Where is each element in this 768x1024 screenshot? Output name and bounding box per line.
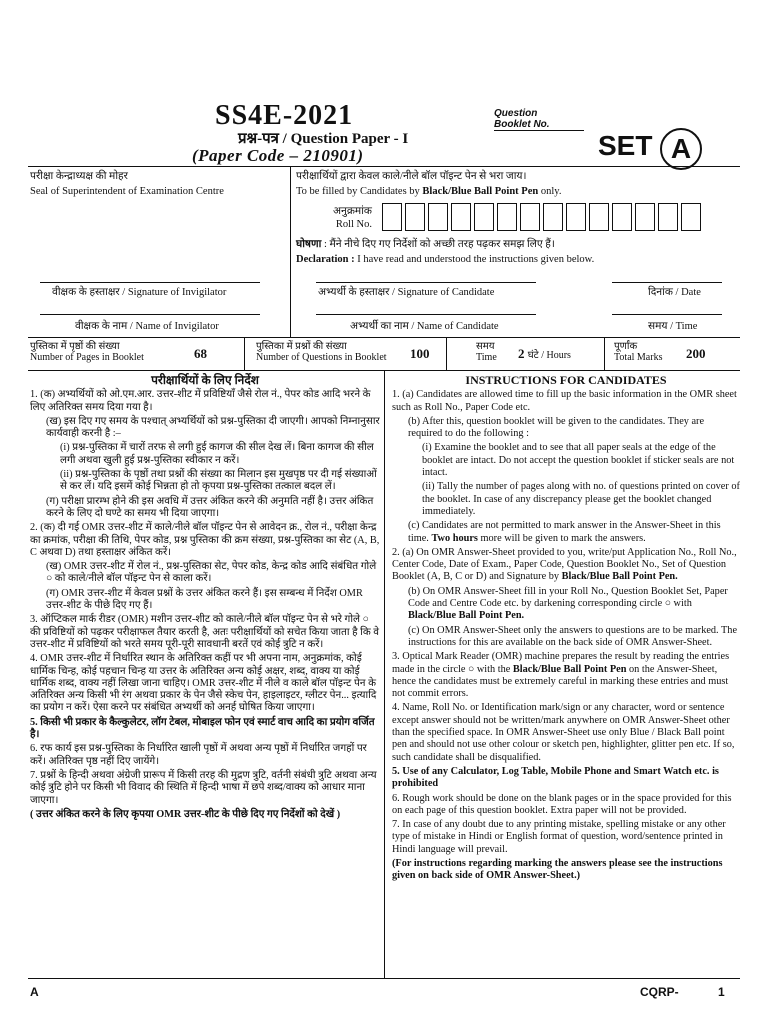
paper-code-title: SS4E-2021 bbox=[215, 100, 354, 131]
hindi-instructions-title: परीक्षार्थियों के लिए निर्देश bbox=[151, 373, 259, 387]
hindi-item: 3. ऑप्टिकल मार्क रीडर (OMR) मशीन उत्तर-शीट को काले/नीले बॉल पॉइन्ट पेन से भरे गोले ○ की प्रविष्टियों को पढ़कर परीक्षाफल तैयार करती है, अतः परीक्षार्थियों को सचेत किया जाता है कि वे उत्तर-शीट में प्रविष्टियों को भरते समय पूरी-पूरी सावधानी बरतें एवं कोई त्रुटि न करें। bbox=[30, 614, 380, 650]
time-info-label: समय Time bbox=[476, 341, 497, 363]
roll-box[interactable] bbox=[405, 203, 425, 231]
english-item: 7. In case of any doubt due to any printing mistake, spelling mistake or any other type of mistake in Hindi or English format of question, word/sentence printed in Hindi language will prevail. bbox=[392, 819, 726, 855]
questions-label: पुस्तिका में प्रश्नों की संख्या Number of Questions in Booklet bbox=[256, 341, 387, 363]
questions-value: 100 bbox=[410, 346, 430, 361]
qbn-line2: Booklet No. bbox=[494, 119, 550, 130]
name-line-candidate bbox=[316, 314, 536, 315]
invigilator-signature-label: वीक्षक के हस्ताक्षर / Signature of Invigilator bbox=[52, 287, 227, 298]
pages-value: 68 bbox=[194, 346, 207, 361]
divider-bottom bbox=[28, 978, 740, 979]
time-value: 2 घंटे / Hours bbox=[518, 346, 571, 361]
declaration-hindi: घोषणा : मैंने नीचे दिए गए निर्देशों को अच्छी तरह पढ़कर समझ लिए हैं। bbox=[296, 239, 555, 250]
qbn-line1: Question bbox=[494, 108, 538, 119]
seal-english: Seal of Superintendent of Examination Centre bbox=[30, 186, 224, 197]
roll-box[interactable] bbox=[474, 203, 494, 231]
candidate-signature-label: अभ्यर्थी के हस्ताक्षर / Signature of Candidate bbox=[318, 287, 495, 298]
hindi-item: 7. प्रश्नों के हिन्दी अथवा अंग्रेजी प्रारूप में किसी तरह की मुद्रण त्रुटि, वर्तनी संबंधी त्रुटि अथवा अन्य कोई त्रुटि होने पर किसी भी विवाद की स्थिति में हिन्दी भाषा में छपे शब्द/वाक्य को आधार माना जाएगा। bbox=[30, 769, 377, 806]
english-item: 3. Optical Mark Reader (OMR) machine prepares the result by reading the entries made in the circle ○ with the Black/Blue Ball Point Pen on the Answer-Sheet, hence the candidates must be extremely careful in marking these entries and must not commit errors. bbox=[392, 651, 730, 700]
sig-line-date bbox=[612, 282, 722, 283]
roll-box[interactable] bbox=[612, 203, 632, 231]
roll-box[interactable] bbox=[566, 203, 586, 231]
sig-line-candidate bbox=[316, 282, 536, 283]
roll-number-boxes[interactable] bbox=[382, 203, 704, 231]
english-item: 6. Rough work should be done on the blank pages or in the space provided for this on each page of this question booklet. Extra paper will not be provided. bbox=[392, 792, 732, 816]
fill-english: To be filled by Candidates by Black/Blue Ball Point Pen only. bbox=[296, 186, 562, 197]
hindi-item: 4. OMR उत्तर-शीट में निर्धारित स्थान के अतिरिक्त कहीं पर भी अपना नाम, अनुक्रमांक, कोई धार्मिक चिन्ह, कोई पहचान चिन्ह या उत्तर के अतिरिक्त अन्य कोई अक्षर, शब्द, वाक्य या कोई धार्मिक शब्द, वाक्य नहीं लिखा जाना चाहिए। OMR उत्तर-शीट में नीले व काले बॉल पॉइन्ट पेन के अतिरिक्त अन्य किसी भी रंग अथवा प्रकार के पेन जैसे स्केच पेन, हाइलाइटर, ग्लीटर पेन... इत्यादि का प्रयोग न करें। ऐसा करने पर संबंधित अभ्यर्थी को अनर्ह घोषित किया जाएगा। bbox=[30, 653, 377, 714]
roll-box[interactable] bbox=[658, 203, 678, 231]
hindi-item: (ii) प्रश्न-पुस्तिका के पृष्ठों तथा प्रश्नों की संख्या का मिलान इस मुखपृष्ठ पर दी गई संख्याओं से कर लें। यदि इसमें कोई भिन्नता हो तो कृपया प्रश्न-पुस्तिका तत्काल बदल लें। bbox=[60, 469, 377, 493]
pages-label: पुस्तिका में पृष्ठों की संख्या Number of Pages in Booklet bbox=[30, 341, 144, 363]
column-divider bbox=[384, 370, 385, 978]
name-line-invigilator bbox=[40, 314, 260, 315]
hindi-item: (i) प्रश्न-पुस्तिका में चारों तरफ से लगी हुई कागज की सील देख लें। बिना कागज की सील लगी अथवा खुली हुई प्रश्न-पुस्तिका स्वीकार न करें। bbox=[60, 442, 374, 466]
english-instructions bbox=[392, 374, 740, 885]
english-item: 4. Name, Roll No. or Identification mark/sign or any character, word or sentence except answer should not be written/mark anywhere on OMR Answer-Sheet other than the specified space. In OMR Answer-Sheet use only Blue / Black Ball point pen and should not use other colour or sketch pen, highlighter, glitter pen etc. If so, such candidate shall be disqualified. bbox=[392, 702, 735, 763]
hindi-item: 6. रफ कार्य इस प्रश्न-पुस्तिका के निर्धारित खाली पृष्ठों में अथवा अन्य पृष्ठों में निर्धारित जगहों पर करें। अतिरिक्त पृष्ठ नहीं दिए जायेंगे। bbox=[30, 743, 367, 767]
hindi-item: 5. किसी भी प्रकार के कैल्कुलेटर, लॉग टेबल, मोबाइल फोन एवं स्मार्ट वाच आदि का प्रयोग वर्जित है। bbox=[30, 716, 375, 741]
roll-box[interactable] bbox=[681, 203, 701, 231]
english-item: (c) On OMR Answer-Sheet only the answers to questions are to be marked. The instructions for this are available on the back side of OMR Answer-Sheet. bbox=[408, 624, 738, 648]
roll-label: अनुक्रमांक Roll No. bbox=[333, 206, 372, 230]
english-item: (b) After this, question booklet will be given to the candidates. They are required to do the following : bbox=[408, 415, 705, 440]
hindi-note: ( उत्तर अंकित करने के लिए कृपया OMR उत्तर-शीट के पीछे दिए गए निर्देशों को देखें ) bbox=[30, 808, 341, 820]
sig-line-invigilator bbox=[40, 282, 260, 283]
english-item: 1. (a) Candidates are allowed time to fill up the basic information in the OMR sheet such as Roll No., Paper Code etc. bbox=[392, 389, 737, 413]
marks-label: पूर्णांक Total Marks bbox=[614, 341, 663, 363]
question-paper-label: प्रश्न-पत्र / Question Paper - I bbox=[238, 131, 409, 147]
english-item: (c) Candidates are not permitted to mark answer in the Answer-Sheet in this time. Two hours more will be given to mark the answers. bbox=[408, 520, 721, 544]
marks-value: 200 bbox=[686, 346, 706, 361]
time-line bbox=[612, 314, 722, 315]
roll-box[interactable] bbox=[428, 203, 448, 231]
english-item: (ii) Tally the number of pages along with no. of questions printed on cover of the booklet. In case of any discrepancy please get the booklet changed immediately. bbox=[422, 481, 740, 517]
declaration-english: Declaration : I have read and understood the instructions given below. bbox=[296, 254, 595, 265]
hindi-item: (ख) इस दिए गए समय के पश्चात् अभ्यर्थियों को प्रश्न-पुस्तिका दी जाएगी। आपको निम्नानुसार कार्यवाही करनी है :– bbox=[46, 415, 380, 440]
question-booklet-no-label bbox=[494, 108, 550, 130]
english-note: (For instructions regarding marking the answers please see the instructions given on back side of OMR Answer-Sheet.) bbox=[392, 857, 723, 882]
candidate-name-label: अभ्यर्थी का नाम / Name of Candidate bbox=[350, 321, 499, 332]
footer-page: 1 bbox=[718, 985, 725, 999]
time-label: समय / Time bbox=[648, 321, 698, 332]
english-item: (i) Examine the booklet and to see that all paper seals at the edge of the booklet are intact. Do not accept the question booklet if sticker seals are not intact. bbox=[422, 442, 735, 479]
english-item: 2. (a) On OMR Answer-Sheet provided to you, write/put Application No., Roll No., Center Code, Date of Exam., Paper Code, Question Booklet No., Set of Question Booklet (A, B, C or D) and Signature by Black/Blue Ball Point Pen. bbox=[392, 546, 737, 583]
english-item: 5. Use of any Calculator, Log Table, Mobile Phone and Smart Watch etc. is prohibited bbox=[392, 765, 719, 790]
divider-top bbox=[28, 166, 740, 167]
date-label: दिनांक / Date bbox=[648, 287, 701, 298]
footer-code: CQRP- bbox=[640, 985, 679, 999]
roll-box[interactable] bbox=[635, 203, 655, 231]
qbn-underline bbox=[494, 130, 584, 131]
roll-box[interactable] bbox=[451, 203, 471, 231]
english-item: (b) On OMR Answer-Sheet fill in your Roll No., Question Booklet Set, Paper Code and Centre Code etc. by darkening corresponding circle ○ with Black/Blue Ball Point Pen. bbox=[408, 585, 728, 622]
set-value: A bbox=[660, 128, 702, 170]
roll-box[interactable] bbox=[520, 203, 540, 231]
hindi-item: 2. (क) दी गई OMR उत्तर-शीट में काले/नीले बॉल पॉइन्ट पेन से आवेदन क्र., रोल नं., परीक्षा केन्द्र का क्रमांक, परीक्षा की तिथि, पेपर कोड, प्रश्न पुस्तिका की क्रम संख्या, प्रश्न-पुस्तिका का सेट (A, B, C अथवा D) तथा हस्ताक्षर अंकित करें। bbox=[30, 522, 380, 558]
hindi-instructions bbox=[30, 374, 380, 823]
roll-box[interactable] bbox=[543, 203, 563, 231]
hindi-item: 1. (क) अभ्यर्थियों को ओ.एम.आर. उत्तर-शीट में प्रविष्टियाँ जैसे रोल नं., पेपर कोड आदि भरने के लिए अतिरिक्त समय दिया गया है। bbox=[30, 389, 371, 413]
info-divider-1 bbox=[244, 337, 245, 370]
hindi-item: (ग) OMR उत्तर-शीट में केवल प्रश्नों के उत्तर अंकित करने हैं। इस सम्बन्ध में निर्देश OMR उत्तर-शीट के पीछे दिए गए हैं। bbox=[46, 587, 363, 612]
english-instructions-title: INSTRUCTIONS FOR CANDIDATES bbox=[465, 373, 667, 387]
footer-set: A bbox=[30, 985, 39, 999]
roll-box[interactable] bbox=[382, 203, 402, 231]
seal-hindi: परीक्षा केन्द्राध्यक्ष की मोहर bbox=[30, 171, 128, 182]
hindi-item: (ग) परीक्षा प्रारम्भ होने की इस अवधि में उत्तर अंकित करने की अनुमति नहीं है। उत्तर अंकित करने के लिए दो घण्टे का समय भी दिया जाएगा। bbox=[46, 495, 374, 519]
invigilator-name-label: वीक्षक के नाम / Name of Invigilator bbox=[75, 321, 219, 332]
set-label: SET bbox=[598, 130, 653, 161]
fill-hindi: परीक्षार्थियों द्वारा केवल काले/नीले बॉल पॉइन्ट पेन से भरा जाय। bbox=[296, 171, 527, 182]
divider-vertical-header bbox=[290, 166, 291, 338]
roll-box[interactable] bbox=[497, 203, 517, 231]
info-divider-2 bbox=[446, 337, 447, 370]
divider-info-top bbox=[28, 337, 740, 338]
paper-code-line: (Paper Code – 210901) bbox=[192, 146, 364, 165]
hindi-item: (ख) OMR उत्तर-शीट में रोल नं., प्रश्न-पुस्तिका सेट, पेपर कोड, केन्द्र कोड आदि संबंधित गोले ○ को काले/नीले बॉल पॉइन्ट पेन से काला करें। bbox=[46, 561, 377, 585]
info-divider-3 bbox=[604, 337, 605, 370]
roll-box[interactable] bbox=[589, 203, 609, 231]
